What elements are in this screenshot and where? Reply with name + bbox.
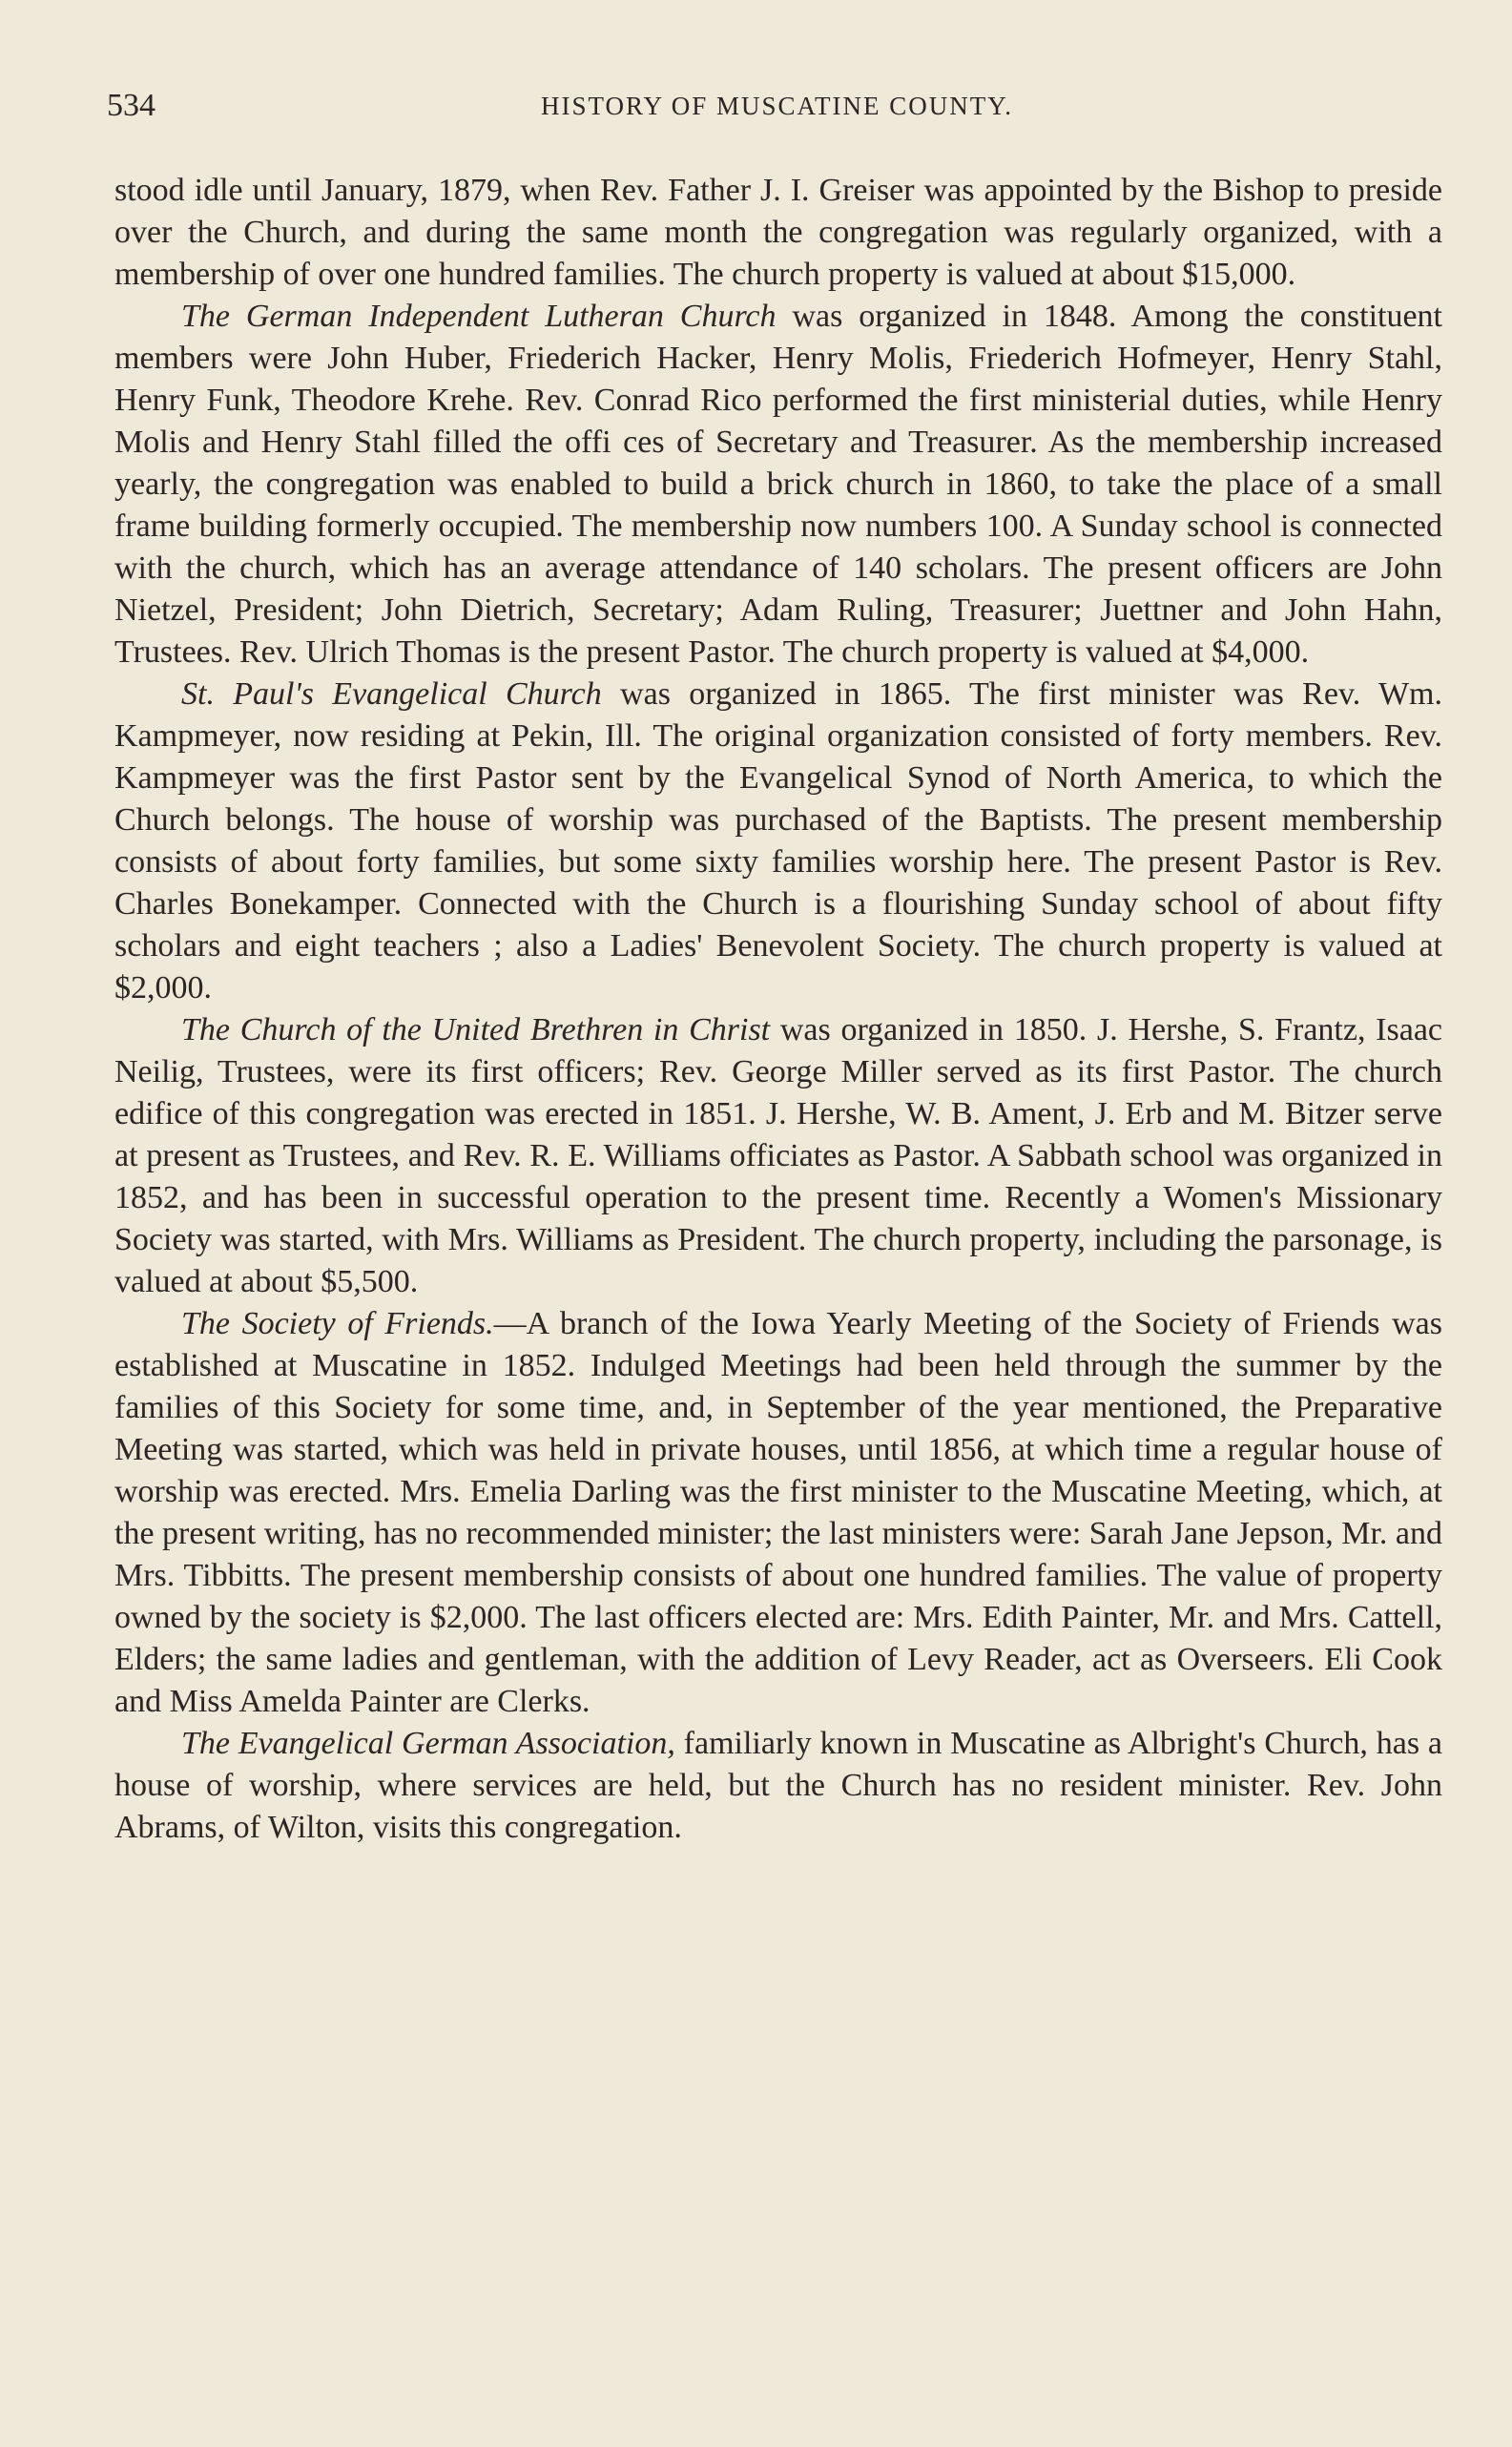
- paragraph-lutheran-church: [114, 296, 1442, 674]
- church-name: St. Paul's Evangelical Church: [181, 676, 602, 712]
- paragraph-catholic-church-continued: [114, 170, 1442, 296]
- running-title: HISTORY OF MUSCATINE COUNTY.: [540, 92, 1014, 120]
- page-header: [107, 88, 1447, 135]
- paragraph-evangelical-association: [114, 1723, 1442, 1849]
- paragraph-united-brethren: [114, 1009, 1442, 1303]
- paragraph-text: familiarly known in Muscatine as Albright's Church, has a house of worship, where services are held, but the Church has no resident minister. Rev. John Abrams, of Wilton, visits this congregation.: [114, 1726, 1442, 1845]
- church-name: The Church of the United Brethren in Christ: [181, 1012, 771, 1047]
- church-name: The Evangelical German Association,: [181, 1726, 675, 1761]
- paragraph-st-pauls-church: [114, 674, 1442, 1009]
- church-name: The German Independent Lutheran Church: [181, 299, 777, 334]
- paragraph-text: was organized in 1865. The first minister was Rev. Wm. Kampmeyer, now residing at Pekin, Ill. The original organization consisted of forty members. Rev. Kampmeyer was the first Pastor sent by the Evangelical Synod of North America, to which the Church belongs. The house of worship was purchased of the Baptists. The present membership consists of about forty families, but some sixty families worship here. The present Pastor is Rev. Charles Bonekamper. Connected with the Church is a flourishing Sunday school of about fifty scholars and eight teachers ; also a Ladies' Benevolent Society. The church property is valued at $2,000.: [114, 676, 1442, 1006]
- paragraph-text: stood idle until January, 1879, when Rev. Father J. I. Greiser was appointed by the Bishop to preside over the Church, and during the same month the congregation was regularly organized, with a membership of over one hundred families. The church property is valued at about $15,000.: [114, 173, 1442, 292]
- paragraph-text: was organized in 1850. J. Hershe, S. Frantz, Isaac Neilig, Trustees, were its first officers; Rev. George Miller served as its first Pastor. The church edifice of this congregation was erected in 1851. J. Hershe, W. B. Ament, J. Erb and M. Bitzer serve at present as Trustees, and Rev. R. E. Williams officiates as Pastor. A Sabbath school was organized in 1852, and has been in successful operation to the present time. Recently a Women's Missionary Society was started, with Mrs. Williams as President. The church property, including the parsonage, is valued at about $5,500.: [114, 1012, 1442, 1299]
- paragraph-society-of-friends: [114, 1303, 1442, 1723]
- paragraph-text: was organized in 1848. Among the constituent members were John Huber, Friederich Hacker, Henry Molis, Friederich Hofmeyer, Henry Stahl, Henry Funk, Theodore Krehe. Rev. Conrad Rico performed the first ministerial duties, while Henry Molis and Henry Stahl filled the offi ces of Secretary and Treasurer. As the membership increased yearly, the congregation was enabled to build a brick church in 1860, to take the place of a small frame building formerly occupied. The membership now numbers 100. A Sunday school is connected with the church, which has an average attendance of 140 scholars. The present officers are John Nietzel, President; John Dietrich, Secretary; Adam Ruling, Treasurer; Juettner and John Hahn, Trustees. Rev. Ulrich Thomas is the present Pastor. The church property is valued at $4,000.: [114, 299, 1443, 670]
- body-text: [114, 170, 1442, 1849]
- page-number: 534: [107, 88, 155, 123]
- paragraph-text: —A branch of the Iowa Yearly Meeting of the Society of Friends was established at Muscatine in 1852. Indulged Meetings had been held through the summer by the families of this Society for some time, and, in September of the year mentioned, the Preparative Meeting was started, which was held in private houses, until 1856, at which time a regular house of worship was erected. Mrs. Emelia Darling was the first minister to the Muscatine Meeting, which, at the present writing, has no recommended minister; the last ministers were: Sarah Jane Jepson, Mr. and Mrs. Tibbitts. The present membership consists of about one hundred families. The value of property owned by the society is $2,000. The last officers elected are: Mrs. Edith Painter, Mr. and Mrs. Cattell, Elders; the same ladies and gentleman, with the addition of Levy Reader, act as Overseers. Eli Cook and Miss Amelda Painter are Clerks.: [114, 1306, 1442, 1719]
- church-name: The Society of Friends.: [181, 1306, 494, 1341]
